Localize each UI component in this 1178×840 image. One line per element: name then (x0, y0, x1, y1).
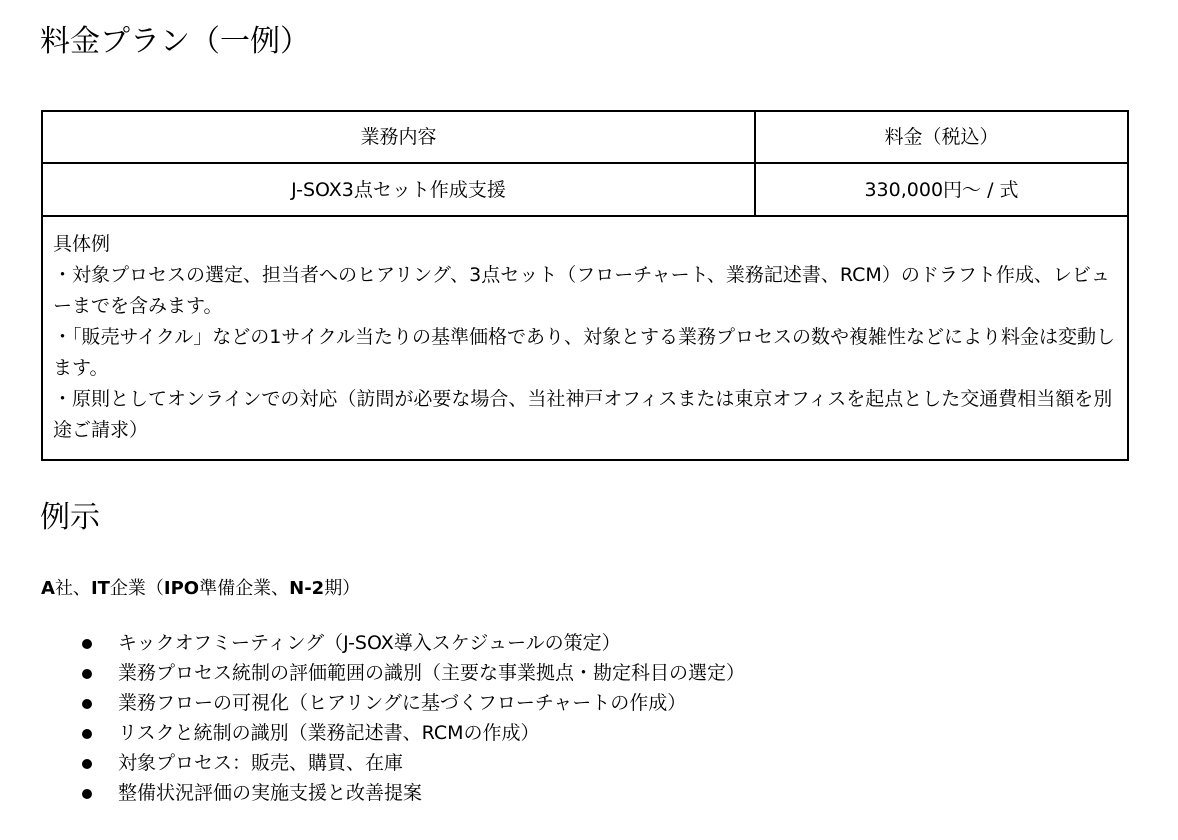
company-label-a: A (41, 578, 55, 599)
list-item-text: リスクと統制の識別（業務記述書、RCMの作成） (118, 722, 540, 744)
header-fee-cell: 料金（税込） (755, 111, 1128, 163)
note-online-support: ・原則としてオンラインでの対応（訪問が必要な場合、当社神戸オフィスまたは東京オフィスを起点とした交通費相当額を別途ご請求） (53, 388, 1113, 441)
notes-title: 具体例 (53, 233, 111, 255)
pricing-notes-cell (42, 216, 1128, 460)
service-name-cell: J-SOX3点セット作成支援 (42, 163, 755, 216)
example-heading: 例示 (40, 500, 100, 535)
list-item-text: 対象プロセス：販売、購買、在庫 (118, 752, 404, 774)
pricing-table-header-row (42, 111, 1128, 163)
company-label-b: 社、 (54, 578, 91, 599)
bullet-dot-icon (82, 669, 92, 679)
list-item (82, 778, 745, 808)
bullet-dot-icon (82, 639, 92, 649)
bullet-dot-icon (82, 729, 92, 739)
service-fee-cell: 330,000円～ / 式 (755, 163, 1128, 216)
list-item (82, 688, 745, 718)
pricing-plan-heading: 料金プラン（一例） (40, 24, 310, 59)
list-item (82, 748, 745, 778)
company-label-f: 準備企業、 (199, 578, 290, 599)
list-item-text: キックオフミーティング（J-SOX導入スケジュールの策定） (118, 632, 621, 654)
bullet-dot-icon (82, 699, 92, 709)
list-item-text: 業務フローの可視化（ヒアリングに基づくフローチャートの作成） (118, 692, 687, 714)
header-service-cell: 業務内容 (42, 111, 755, 163)
bullet-dot-icon (82, 789, 92, 799)
note-scope: ・対象プロセスの選定、担当者へのヒアリング、3点セット（フローチャート、業務記述書、RCM）のドラフト作成、レビューまでを含みます。 (53, 264, 1110, 317)
list-item-text: 整備状況評価の実施支援と改善提案 (118, 782, 423, 804)
pricing-table (41, 110, 1129, 461)
company-label-g: N-2 (289, 578, 325, 599)
pricing-notes-row (42, 216, 1128, 460)
list-item (82, 718, 745, 748)
company-label-c: IT (90, 578, 110, 599)
pricing-table-row (42, 163, 1128, 216)
note-price-basis: ・「販売サイクル」などの1サイクル当たりの基準価格であり、対象とする業務プロセスの数や複雑性などにより料金は変動します。 (53, 326, 1116, 379)
list-item-text: 業務プロセス統制の評価範囲の識別（主要な事業拠点・勘定科目の選定） (118, 662, 746, 684)
bullet-dot-icon (82, 759, 92, 769)
company-label-d: 企業（ (109, 578, 164, 599)
example-bullet-list (82, 628, 745, 808)
list-item (82, 628, 745, 658)
company-label-h: 期） (324, 578, 361, 599)
company-label-e: IPO (163, 578, 200, 599)
list-item (82, 658, 745, 688)
example-company-line (41, 575, 360, 603)
